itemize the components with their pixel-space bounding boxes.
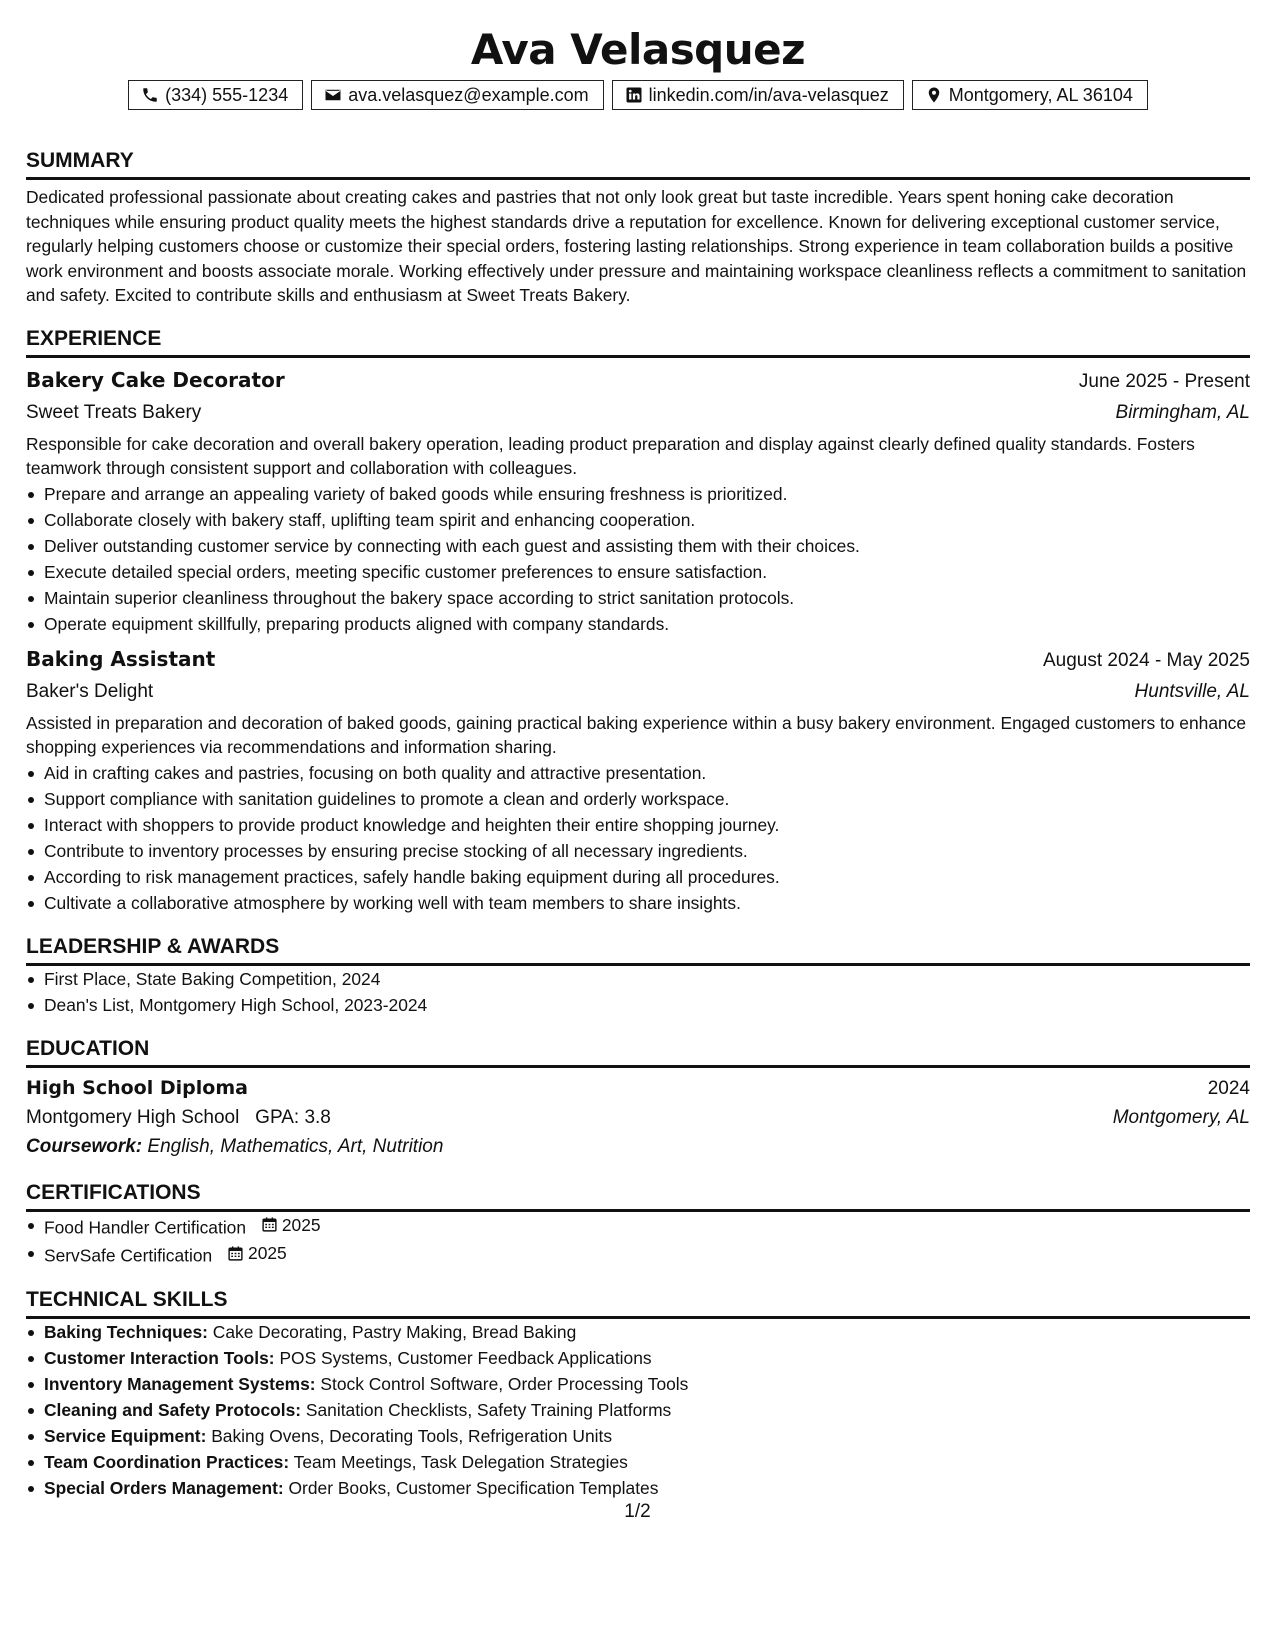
list-item: Collaborate closely with bakery staff, uplifting team spirit and enhancing cooperation.: [44, 507, 1250, 533]
list-item: Cultivate a collaborative atmosphere by working well with team members to share insights.: [44, 890, 1250, 916]
contact-linkedin[interactable]: [612, 80, 904, 110]
skill-label: Inventory Management Systems:: [44, 1373, 316, 1394]
gpa: GPA: 3.8: [255, 1106, 331, 1128]
certifications-heading: CERTIFICATIONS: [26, 1180, 1250, 1212]
coursework-list: English, Mathematics, Art, Nutrition: [147, 1135, 444, 1157]
contact-phone[interactable]: [128, 80, 303, 110]
experience-heading: EXPERIENCE: [26, 326, 1250, 358]
cert-year: 2025: [281, 1214, 321, 1235]
list-item: [44, 1475, 1250, 1501]
contact-email[interactable]: [311, 80, 603, 110]
school-name: Montgomery High School: [26, 1106, 240, 1128]
location-text: Montgomery, AL 36104: [948, 85, 1133, 105]
certifications-list: [26, 1212, 1250, 1269]
list-item: According to risk management practices, safely handle baking equipment during all procedures.: [44, 864, 1250, 890]
phone-icon: [141, 86, 159, 104]
list-item: [44, 1423, 1250, 1449]
map-pin-icon: [925, 86, 943, 104]
skill-value: Stock Control Software, Order Processing Tools: [320, 1373, 689, 1394]
list-item: Support compliance with sanitation guidelines to promote a clean and orderly workspace.: [44, 786, 1250, 812]
list-item: Maintain superior cleanliness throughout the bakery space according to strict sanitation protocols.: [44, 585, 1250, 611]
skill-value: Cake Decorating, Pastry Making, Bread Baking: [212, 1321, 577, 1342]
summary-heading: SUMMARY: [26, 148, 1250, 180]
skill-value: Team Meetings, Task Delegation Strategies: [293, 1451, 628, 1472]
job-title: Baking Assistant: [26, 646, 216, 671]
page-number: 1/2: [624, 1501, 651, 1522]
resume-page: [26, 0, 1250, 1501]
job-entry: [26, 643, 1250, 916]
job-dates: August 2024 - May 2025: [1042, 649, 1250, 671]
cert-year: 2025: [248, 1243, 287, 1263]
job-dates: June 2025 - Present: [1078, 370, 1250, 392]
candidate-name: Ava Velasquez: [470, 25, 806, 74]
linkedin-icon: [625, 86, 643, 104]
list-item: Prepare and arrange an appealing variety of baked goods while ensuring freshness is prioritized.: [44, 481, 1250, 507]
education-heading: EDUCATION: [26, 1036, 1250, 1068]
list-item: Interact with shoppers to provide product knowledge and heighten their entire shopping journey.: [44, 812, 1250, 838]
job-company: Sweet Treats Bakery: [26, 401, 202, 423]
list-item: Execute detailed special orders, meeting specific customer preferences to ensure satisfaction.: [44, 559, 1250, 585]
skill-value: Order Books, Customer Specification Templates: [288, 1477, 659, 1498]
leadership-heading: LEADERSHIP & AWARDS: [26, 934, 1250, 966]
list-item: Dean's List, Montgomery High School, 2023-2024: [44, 992, 1250, 1018]
phone-text: (334) 555-1234: [165, 85, 289, 105]
summary-text: Dedicated professional passionate about creating cakes and pastries that not only look great but taste incredible. Years spent honing cake decoration techniques while ensuring product quality meets the highest standards drive a reputation for excellence. Known for delivering exceptional customer service, regularly helping customers choose or customize their special orders, fostering lasting relationships. Strong experience in team collaboration builds a positive work environment and boosts associate morale. Working effectively under pressure and maintaining workspace cleanliness reflects a commitment to sanitation and safety. Excited to contribute skills and enthusiasm at Sweet Treats Bakery.: [26, 187, 1247, 305]
job-bullets: [26, 760, 1250, 916]
skill-label: Special Orders Management:: [44, 1477, 284, 1498]
list-item: Contribute to inventory processes by ensuring precise stocking of all necessary ingredients.: [44, 838, 1250, 864]
skill-value: POS Systems, Customer Feedback Applications: [279, 1347, 652, 1368]
list-item: Aid in crafting cakes and pastries, focusing on both quality and attractive presentation.: [44, 760, 1250, 786]
skills-list: [26, 1319, 1250, 1501]
list-item: First Place, State Baking Competition, 2024: [44, 966, 1250, 992]
coursework: [26, 1132, 1250, 1162]
calendar-icon: [227, 1245, 244, 1262]
awards-list: [26, 966, 1250, 1018]
list-item: Operate equipment skillfully, preparing products aligned with company standards.: [44, 611, 1250, 637]
cert-name: ServSafe Certification: [44, 1245, 213, 1266]
list-item: [44, 1319, 1250, 1345]
email-text: ava.velasquez@example.com: [348, 85, 589, 105]
skill-value: Baking Ovens, Decorating Tools, Refrigeration Units: [211, 1425, 613, 1446]
envelope-icon: [324, 86, 342, 104]
job-title: Bakery Cake Decorator: [26, 367, 285, 392]
skill-label: Baking Techniques:: [44, 1321, 208, 1342]
education-location: Montgomery, AL: [1112, 1106, 1250, 1128]
skill-label: Service Equipment:: [44, 1425, 207, 1446]
education-entry: [26, 1073, 1250, 1162]
skills-heading: TECHNICAL SKILLS: [26, 1287, 1250, 1319]
job-entry: [26, 364, 1250, 637]
education-year: 2024: [1207, 1077, 1250, 1099]
job-location: Huntsville, AL: [1134, 680, 1250, 702]
skill-label: Cleaning and Safety Protocols:: [44, 1399, 302, 1420]
skill-value: Sanitation Checklists, Safety Training Platforms: [305, 1399, 672, 1420]
list-item: [44, 1345, 1250, 1371]
job-location: Birmingham, AL: [1115, 401, 1250, 423]
job-description: Assisted in preparation and decoration of baked goods, gaining practical baking experience within a busy bakery environment. Engaged customers to enhance shopping experiences via recommendations and information sharing.: [26, 712, 1247, 757]
calendar-icon: [261, 1216, 278, 1233]
list-item: [44, 1240, 1250, 1269]
degree: High School Diploma: [26, 1076, 248, 1099]
job-bullets: [26, 481, 1250, 637]
contact-bar: [26, 80, 1250, 110]
linkedin-text: linkedin.com/in/ava-velasquez: [648, 85, 889, 105]
list-item: Deliver outstanding customer service by connecting with each guest and assisting them with their choices.: [44, 533, 1250, 559]
contact-location[interactable]: [912, 80, 1148, 110]
list-item: [44, 1212, 1250, 1241]
skill-label: Customer Interaction Tools:: [44, 1347, 275, 1368]
skill-label: Team Coordination Practices:: [44, 1451, 290, 1472]
list-item: [44, 1371, 1250, 1397]
list-item: [44, 1397, 1250, 1423]
list-item: [44, 1449, 1250, 1475]
job-description: Responsible for cake decoration and overall bakery operation, leading product preparation and display against clearly defined quality standards. Fosters teamwork through consistent support and collaboration with colleagues.: [26, 433, 1195, 478]
coursework-label: Coursework:: [26, 1135, 143, 1157]
job-company: Baker's Delight: [26, 680, 154, 702]
cert-name: Food Handler Certification: [44, 1217, 247, 1237]
